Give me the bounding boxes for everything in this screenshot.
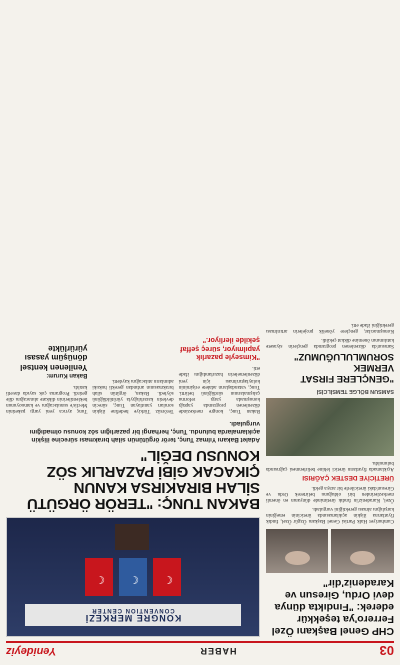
second-story-kicker: SAMSUN BÖLGE TEMSİLCİSİ — [316, 388, 394, 395]
main-paragraph: Bakan Tunç, kongre merkezinde düzenlenen programda yaptığı konuşmada yargı reformu çalışmalarının sürdüğünü belirtti. Tunç, vatandaşların adalete erişiminin kolaylaştırılması için yeni düzenlemelerin hazırlandığını ifade etti. — [178, 365, 260, 414]
main-column — [92, 332, 173, 414]
group-photo — [266, 398, 394, 456]
main-paragraph: Terörsüz Türkiye hedefine ilişkin soruları yanıtlayan Tunç, sürecin devletin kararlılığıyla yürütüldüğünü söyledi. Bakan, örgütün silah bırakmasının ardından gerekli hukuki adımların atılacağını kaydetti. — [92, 377, 174, 414]
second-story-paragraph: Konuşmacılar, gençlere yönelik projelerin artırılması gerektiğini ifade etti. — [266, 321, 394, 335]
side-story-kicker: Bakan Kurum: — [46, 371, 88, 378]
flags — [17, 548, 249, 596]
chp-headline: CHP Genel Başkanı Özel Ferrero'ya teşekkür ederek: "Fındıkta dünya devi Ordu, Giresun ve Karadeniz'dir" — [271, 577, 394, 637]
flag-icon — [119, 558, 147, 596]
chp-photos — [266, 529, 394, 573]
main-body-columns — [6, 332, 260, 414]
page-number: 03 — [379, 643, 394, 659]
section-label: HABER — [199, 646, 237, 656]
main-headline: BAKAN TUNÇ: "TERÖR ÖRGÜTÜ SİLAH BIRAKIRSA KANUN ÇIKACAK GİBİ PAZARLIK SÖZ KONUSU DEĞİL" — [27, 447, 260, 512]
chp-story-column — [266, 7, 394, 637]
second-story-headline: "GENÇLERE FIRSAT VERMEK SORUMLULUĞUMUZ" — [293, 351, 394, 385]
turkish-flag-icon — [85, 558, 113, 596]
chp-paragraph: Özel, Karadeniz'in fındık üretiminde dünyanın en önemli merkezlerinden biri olduğunu belirterek Ordu ve Giresun'daki üreticilerle bir araya geldi. — [266, 484, 394, 503]
chp-subhead: ÜRETİCİYE DESTEK ÇAĞRISI — [302, 474, 394, 482]
photo-banner — [25, 604, 241, 626]
pull-quote: "Kimseyle pazarlık yapılmıyor, süreç şeffaf şekilde ilerliyor." — [180, 336, 260, 363]
turkish-flag-icon — [153, 558, 181, 596]
main-paragraph: Tunç ayrıca yeni yargı paketinin Meclis'e sunulacağını ve kamuoyunun beklentilerinin dikkate alınacağını dile getirdi. Programa çok sayıda davetli katıldı. — [6, 383, 88, 414]
banner-line-2: CONVENTION CENTER — [91, 607, 175, 613]
chp-paragraph: Cumhuriyet Halk Partisi Genel Başkanı Özgür Özel, fındık fiyatlarına ilişkin açıklamasında üreticinin emeğinin karşılığını alması gerektiğini vurguladı. — [266, 505, 394, 524]
main-lead: Adalet Bakanı Yılmaz Tunç, terör örgütünün silah bırakması sürecine ilişkin açıklamalarda bulundu. Tunç, herhangi bir pazarlığın söz konusu olmadığını vurguladı. — [29, 420, 260, 443]
podium — [115, 524, 149, 550]
person-photo — [332, 529, 395, 573]
side-story-headline: Yenilenen kentsel dönüşüm yasası yürürlükte — [20, 343, 88, 372]
side-story — [6, 343, 87, 378]
masthead — [6, 641, 394, 659]
main-column — [6, 332, 87, 414]
second-story-paragraph: Samsun'da düzenlenen programda gençlerin siyasete katılımının önemine dikkat çekildi. — [266, 337, 394, 350]
main-story — [6, 7, 260, 637]
congress-photo — [6, 517, 260, 637]
newspaper-logo: Yenideyiz — [6, 645, 57, 657]
person-photo — [266, 529, 329, 573]
main-column — [179, 332, 260, 414]
banner-line-1: KONGRE MERKEZİ — [84, 613, 182, 623]
chp-paragraph: Açıklamada fiyatların üretici lehine belirlenmesi çağrısında bulunuldu. — [266, 460, 394, 473]
